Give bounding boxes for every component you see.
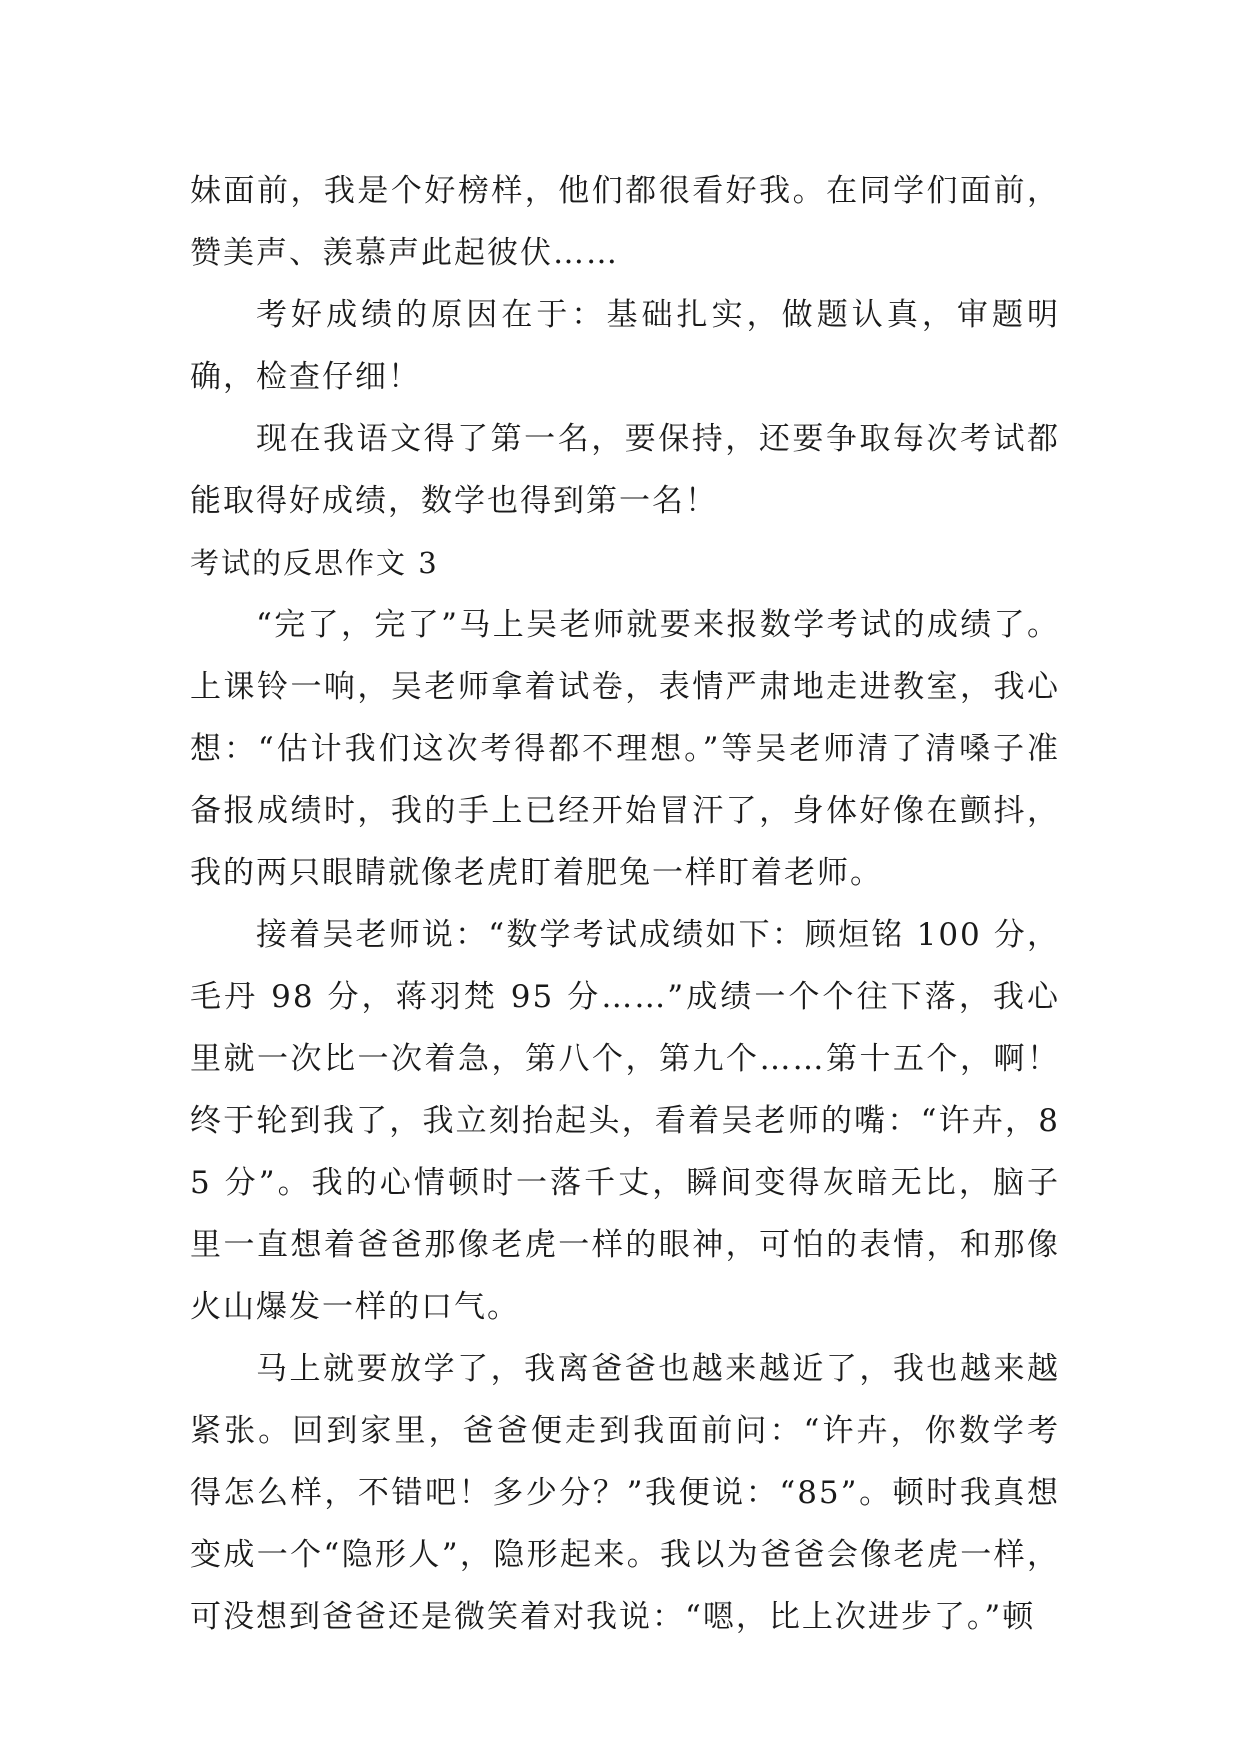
paragraph-going-home: 马上就要放学了，我离爸爸也越来越近了，我也越来越紧张。回到家里，爸爸便走到我面前问：“许卉，你数学考得怎么样，不错吧！多少分？”我便说：“85”。顿时我真想变成一个“隐形人”，隐形起来。我以为爸爸会像老虎一样，可没想到爸爸还是微笑着对我说：“嗯，比上次进步了。”顿: [190, 1351, 1060, 1635]
section-title: 考试的反思作文 3: [190, 546, 439, 580]
paragraph-continuation: 妹面前，我是个好榜样，他们都很看好我。在同学们面前，赞美声、羡慕声此起彼伏……: [190, 173, 1060, 271]
paragraph-reason: 考好成绩的原因在于：基础扎实，做题认真，审题明确，检查仔细！: [190, 297, 1060, 395]
paragraph-goal: 现在我语文得了第一名，要保持，还要争取每次考试都能取得好成绩，数学也得到第一名！: [190, 421, 1060, 519]
document-page: [190, 160, 1060, 1648]
paragraph-exam-start: “完了，完了”马上吴老师就要来报数学考试的成绩了。上课铃一响，吴老师拿着试卷，表情严肃地走进教室，我心想：“估计我们这次考得都不理想。”等吴老师清了清嗓子准备报成绩时，我的手上已经开始冒汗了，身体好像在颤抖，我的两只眼睛就像老虎盯着肥兔一样盯着老师。: [190, 607, 1060, 891]
paragraph-score-report: 接着吴老师说：“数学考试成绩如下：顾烜铭 100 分，毛丹 98 分，蒋羽梵 95 分……”成绩一个个往下落，我心里就一次比一次着急，第八个，第九个……第十五个，啊！终于轮到我了，我立刻抬起头，看着吴老师的嘴：“许卉，85 分”。我的心情顿时一落千丈，瞬间变得灰暗无比，脑子里一直想着爸爸那像老虎一样的眼神，可怕的表情，和那像火山爆发一样的口气。: [190, 917, 1060, 1325]
